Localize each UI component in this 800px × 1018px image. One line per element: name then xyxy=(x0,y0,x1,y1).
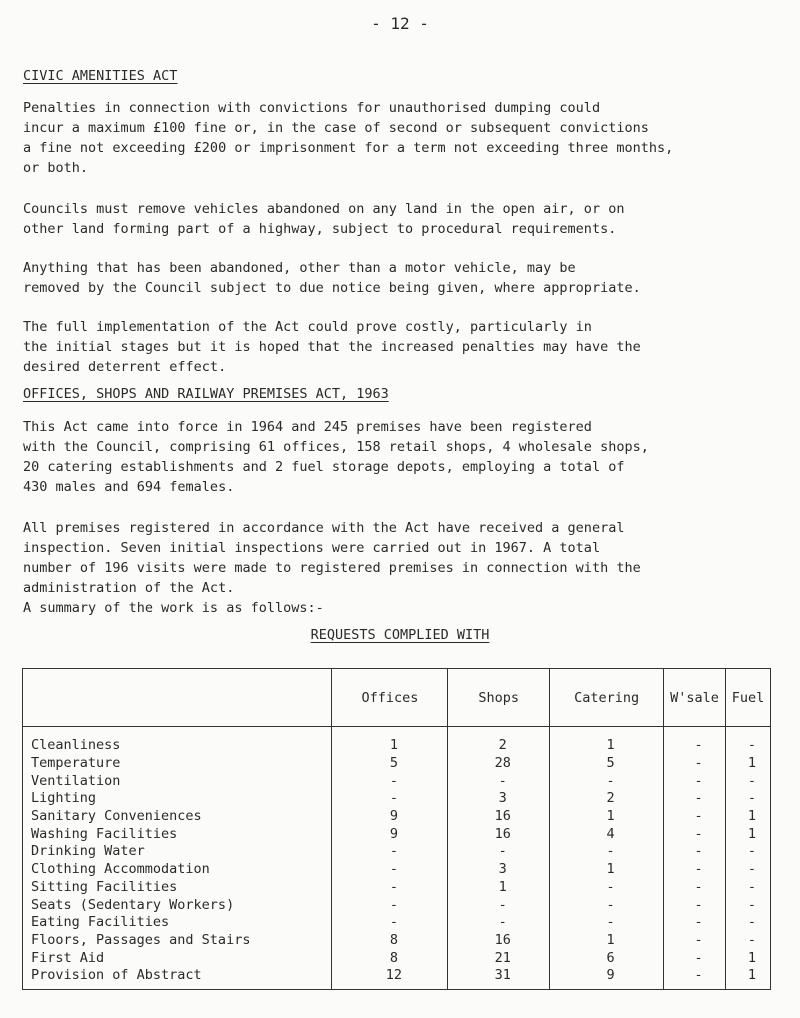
table-cell: - xyxy=(550,914,664,932)
row-label: Cleanliness xyxy=(31,737,121,754)
table-row xyxy=(23,772,771,790)
civic-paragraph-1: Penalties in connection with convictions for unauthorised dumping could incur a maximum £100 fine or, in the case of second or subsequent convictions a fine not exceeding £200 or imprisonment for a term not exceeding three months, or both. xyxy=(23,100,674,176)
table-cell: - xyxy=(550,843,664,861)
table-cell: 1 xyxy=(550,808,664,826)
table-cell: 5 xyxy=(550,755,664,773)
table-row xyxy=(23,825,771,843)
table-cell: 5 xyxy=(332,755,448,773)
table-row xyxy=(23,790,771,808)
table-cell: - xyxy=(725,727,770,755)
table-cell: 6 xyxy=(550,949,664,967)
row-label: Temperature xyxy=(31,755,121,772)
table-row xyxy=(23,949,771,967)
table-row xyxy=(23,932,771,950)
table-cell: - xyxy=(448,843,550,861)
table-cell: - xyxy=(664,772,726,790)
table-cell: - xyxy=(725,914,770,932)
table-cell: 8 xyxy=(332,932,448,950)
table-cell: 31 xyxy=(448,967,550,989)
table-cell: 9 xyxy=(550,967,664,989)
table-cell: 1 xyxy=(725,808,770,826)
table-cell: - xyxy=(448,914,550,932)
table-cell: 4 xyxy=(550,825,664,843)
table-cell: - xyxy=(550,879,664,897)
row-label: Drinking Water xyxy=(31,843,145,860)
table-cell: - xyxy=(664,755,726,773)
table-cell: - xyxy=(332,790,448,808)
table-cell: - xyxy=(448,896,550,914)
table-cell: - xyxy=(332,772,448,790)
table-cell: 1 xyxy=(550,727,664,755)
row-label: Eating Facilities xyxy=(31,914,170,931)
table-cell: 3 xyxy=(448,790,550,808)
table-cell: - xyxy=(664,879,726,897)
table-row xyxy=(23,967,771,989)
table-cell: - xyxy=(664,967,726,989)
table-cell: - xyxy=(664,914,726,932)
table-cell: 1 xyxy=(725,967,770,989)
row-label: Seats (Sedentary Workers) xyxy=(31,896,235,913)
table-cell: - xyxy=(664,825,726,843)
row-label: Clothing Accommodation xyxy=(31,861,210,878)
civic-amenities-heading: CIVIC AMENITIES ACT xyxy=(23,68,178,84)
table-cell: - xyxy=(664,843,726,861)
table-cell: 1 xyxy=(550,861,664,879)
table-body xyxy=(23,727,771,990)
table-row xyxy=(23,755,771,773)
table-cell: 16 xyxy=(448,825,550,843)
table-cell: 2 xyxy=(448,727,550,755)
table-cell: - xyxy=(725,790,770,808)
offices-paragraph-3: A summary of the work is as follows:- xyxy=(23,600,324,616)
column-header-offices: Offices xyxy=(332,669,448,727)
table-cell: 1 xyxy=(725,755,770,773)
table-cell: 9 xyxy=(332,825,448,843)
row-label: Provision of Abstract xyxy=(31,967,202,984)
table-cell: - xyxy=(550,896,664,914)
table-cell: - xyxy=(664,790,726,808)
table-cell: 1 xyxy=(448,879,550,897)
row-label: Sanitary Conveniences xyxy=(31,808,202,825)
table-cell: - xyxy=(664,861,726,879)
table-cell: 28 xyxy=(448,755,550,773)
offices-paragraph-2: All premises registered in accordance with the Act have received a general inspection. Seven initial inspections were carried out in 1967. A total number of 196 visits were made to registered premises in connection with the administration of the Act. xyxy=(23,520,641,596)
page-number: - 12 - xyxy=(371,14,429,33)
table-header-row xyxy=(23,669,771,727)
table-cell: - xyxy=(725,772,770,790)
row-label: Floors, Passages and Stairs xyxy=(31,931,251,948)
table-cell: - xyxy=(332,896,448,914)
table-row xyxy=(23,896,771,914)
row-label: Washing Facilities xyxy=(31,825,178,842)
table-cell: 3 xyxy=(448,861,550,879)
table-cell: - xyxy=(332,914,448,932)
table-row xyxy=(23,808,771,826)
table-cell: - xyxy=(664,808,726,826)
table-cell: 16 xyxy=(448,932,550,950)
table-cell: - xyxy=(448,772,550,790)
table-cell: - xyxy=(725,896,770,914)
table-cell: 1 xyxy=(725,825,770,843)
table-cell: - xyxy=(332,861,448,879)
table-cell: 1 xyxy=(332,727,448,755)
row-label: Lighting xyxy=(31,790,97,807)
table-cell: 1 xyxy=(550,932,664,950)
table-row xyxy=(23,879,771,897)
table-cell: - xyxy=(725,879,770,897)
table-cell: - xyxy=(550,772,664,790)
table-cell: 21 xyxy=(448,949,550,967)
row-label: First Aid xyxy=(31,949,105,966)
civic-paragraph-4: The full implementation of the Act could prove costly, particularly in the initial stages but it is hoped that the increased penalties may have the desired deterrent effect. xyxy=(23,319,641,375)
table-cell: 8 xyxy=(332,949,448,967)
offices-paragraph-1: This Act came into force in 1964 and 245 premises have been registered with the Council, comprising 61 offices, 158 retail shops, 4 wholesale shops, 20 catering establishments and 2 fuel storage depots, employing a total of 430 males and 694 females. xyxy=(23,419,649,495)
table-row xyxy=(23,727,771,755)
table-row xyxy=(23,861,771,879)
table-cell: 16 xyxy=(448,808,550,826)
table-title: REQUESTS COMPLIED WITH xyxy=(310,627,490,643)
column-header-catering: Catering xyxy=(550,669,664,727)
civic-paragraph-3: Anything that has been abandoned, other than a motor vehicle, may be removed by the Council subject to due notice being given, where appropriate. xyxy=(23,260,641,296)
table-cell: - xyxy=(664,727,726,755)
civic-paragraph-2: Councils must remove vehicles abandoned on any land in the open air, or on other land forming part of a highway, subject to procedural requirements. xyxy=(23,201,625,237)
table-cell: - xyxy=(725,843,770,861)
requests-table xyxy=(22,668,771,990)
table-cell: 12 xyxy=(332,967,448,989)
column-header-shops: Shops xyxy=(448,669,550,727)
table-cell: 2 xyxy=(550,790,664,808)
table-cell: - xyxy=(725,932,770,950)
column-header-fuel: Fuel xyxy=(725,669,770,727)
row-label: Sitting Facilities xyxy=(31,878,178,895)
column-header-wsale: W'sale xyxy=(664,669,726,727)
table-cell: - xyxy=(664,949,726,967)
row-label: Ventilation xyxy=(31,772,121,789)
table-cell: - xyxy=(332,843,448,861)
table-row xyxy=(23,914,771,932)
table-cell: - xyxy=(664,932,726,950)
offices-act-heading: OFFICES, SHOPS AND RAILWAY PREMISES ACT, 1963 xyxy=(23,386,389,402)
table-cell: 1 xyxy=(725,949,770,967)
table-row xyxy=(23,843,771,861)
table-cell: - xyxy=(664,896,726,914)
table-cell: - xyxy=(332,879,448,897)
table-cell: - xyxy=(725,861,770,879)
column-header-blank xyxy=(23,669,332,727)
table-cell: 9 xyxy=(332,808,448,826)
